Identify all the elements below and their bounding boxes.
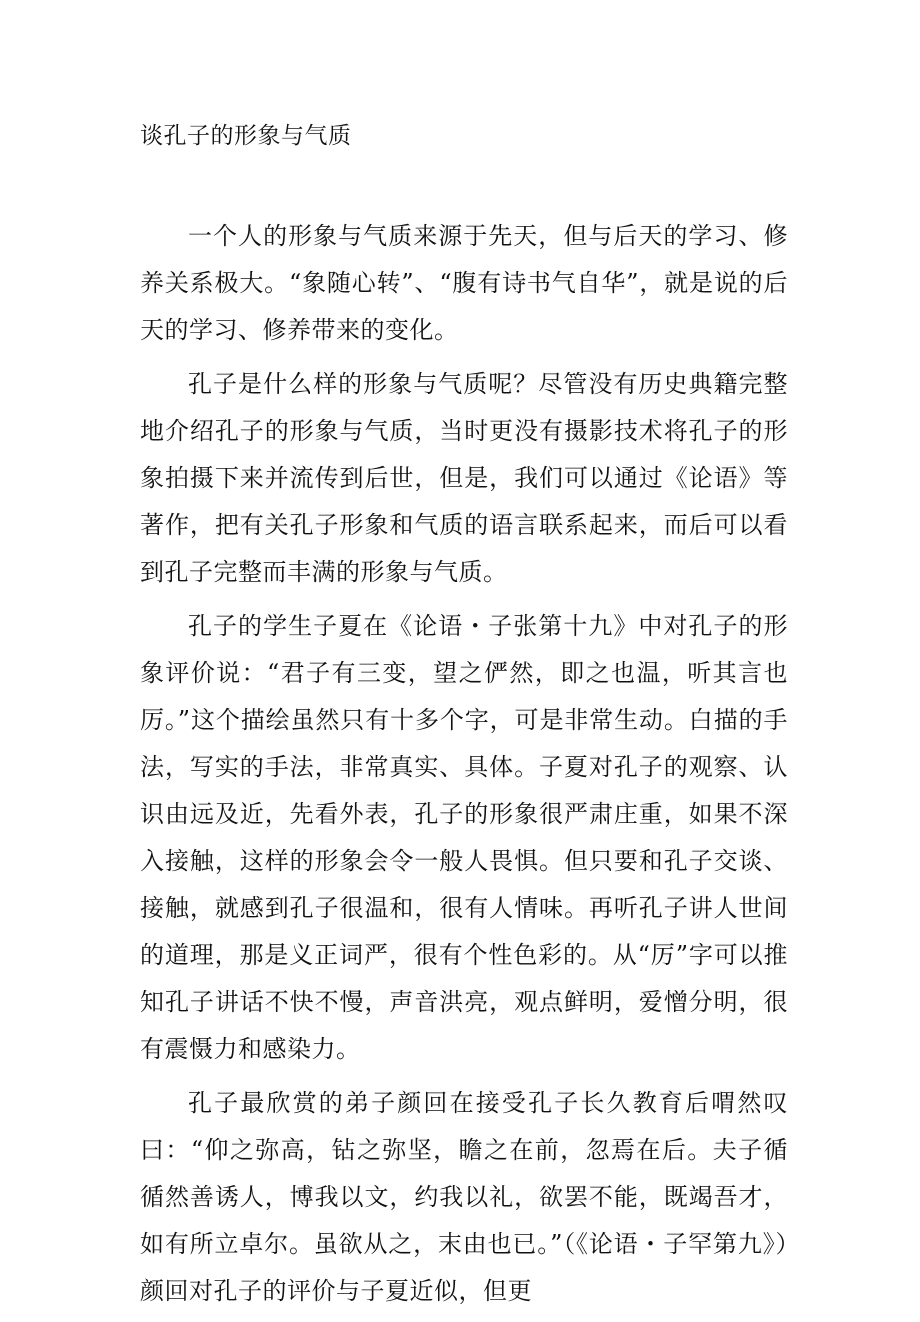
document-body <box>140 213 788 1322</box>
paragraph: 孔子最欣赏的弟子颜回在接受孔子长久教育后喟然叹曰：“仰之弥高，钻之弥坚，瞻之在前，忽焉在后。夫子循循然善诱人，博我以文，约我以礼，欲罢不能，既竭吾才，如有所立卓尔。虽欲从之，末由也已。”（《论语・子罕第九》）颜回对孔子的评价与子夏近似，但更 <box>140 1089 788 1305</box>
document-title: 谈孔子的形象与气质 <box>140 123 352 149</box>
paragraph: 孔子的学生子夏在《论语・子张第十九》中对孔子的形象评价说：“君子有三变，望之俨然，即之也温，听其言也厉。”这个描绘虽然只有十多个字，可是非常生动。白描的手法，写实的手法，非常真实、具体。子夏对孔子的观察、认识由远及近，先看外表，孔子的形象很严肃庄重，如果不深入接触，这样的形象会令一般人畏惧。但只要和孔子交谈、接触，就感到孔子很温和，很有人情味。再听孔子讲人世间的道理，那是义正词严，很有个性色彩的。从“厉”字可以推知孔子讲话不快不慢，声音洪亮，观点鲜明，爱憎分明，很有震慑力和感染力。 <box>140 612 788 1063</box>
paragraph: 一个人的形象与气质来源于先天，但与后天的学习、修养关系极大。“象随心转”、“腹有诗书气自华”，就是说的后天的学习、修养带来的变化。 <box>140 222 788 344</box>
paragraph: 孔子是什么样的形象与气质呢？尽管没有历史典籍完整地介绍孔子的形象与气质，当时更没有摄影技术将孔子的形象拍摄下来并流传到后世，但是，我们可以通过《论语》等著作，把有关孔子形象和气质的语言联系起来，而后可以看到孔子完整而丰满的形象与气质。 <box>140 370 788 586</box>
